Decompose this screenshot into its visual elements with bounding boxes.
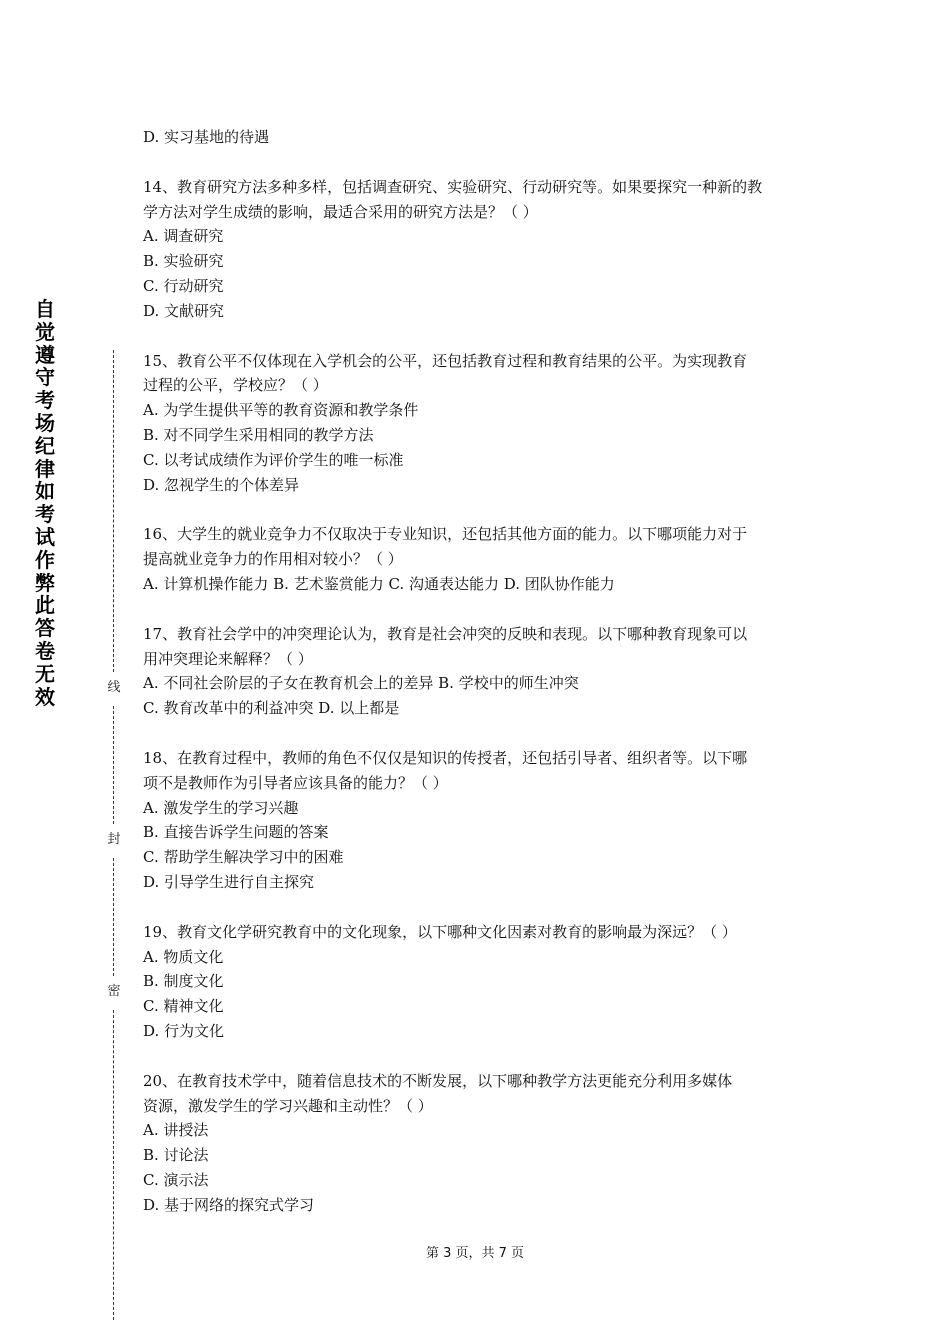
notice-char: 卷 [35,638,55,663]
notice-char: 如 [35,479,55,504]
answer-option: A. 激发学生的学习兴趣 [143,798,299,817]
notice-char: 纪 [35,433,55,458]
answer-option: C. 演示法 [143,1170,209,1189]
answer-option: A. 讲授法 [143,1121,209,1140]
question-stem-line: 用冲突理论来解释？（ ） [143,649,313,668]
answer-option: A. 计算机操作能力 B. 艺术鉴赏能力 C. 沟通表达能力 D. 团队协作能力 [143,574,615,593]
exam-discipline-notice [30,298,60,708]
question-list [143,150,811,1218]
question-stem-line: 17、教育社会学中的冲突理论认为，教育是社会冲突的反映和表现。以下哪种教育现象可以 [143,624,748,643]
answer-option: A. 物质文化 [143,947,224,966]
notice-char: 此 [35,593,55,618]
question-block [143,1069,811,1218]
binding-dash-segment [113,1010,114,1320]
answer-option: D. 基于网络的探究式学习 [143,1195,315,1214]
answer-option: D. 引导学生进行自主探究 [143,872,315,891]
binding-dash-segment [113,706,114,824]
answer-option: A. 为学生提供平等的教育资源和教学条件 [143,401,419,420]
question-spacer [143,150,811,175]
binding-label-seal: 封 [107,832,121,847]
answer-option: D. 行为文化 [143,1021,225,1040]
question-stem-line: 项不是教师作为引导者应该具备的能力？（ ） [143,773,448,792]
notice-char: 律 [35,456,55,481]
notice-char: 试 [35,524,55,549]
answer-option: C. 教育改革中的利益冲突 D. 以上都是 [143,699,400,718]
question-stem-line: 15、教育公平不仅体现在入学机会的公平，还包括教育过程和教育结果的公平。为实现教育 [143,351,748,370]
notice-char: 场 [35,410,55,435]
question-stem-line: 14、教育研究方法多种多样，包括调查研究、实验研究、行动研究等。如果要探究一种新的教 [143,177,763,196]
notice-char: 考 [35,502,55,527]
question-spacer [143,497,811,522]
notice-char: 答 [35,616,55,641]
question-spacer [143,1044,811,1069]
answer-option: A. 调查研究 [143,227,224,246]
binding-line [104,350,124,1320]
binding-label-secret: 密 [107,984,121,999]
notice-char: 觉 [35,319,55,344]
notice-char: 守 [35,365,55,390]
notice-char: 无 [35,661,55,686]
question-block [143,622,811,721]
question-block [143,522,811,596]
question-stem-line: 过程的公平，学校应？（ ） [143,376,328,395]
answer-option: C. 精神文化 [143,997,224,1016]
question-stem-line: 18、在教育过程中，教师的角色不仅仅是知识的传授者，还包括引导者、组织者等。以下哪 [143,748,748,767]
question-content [143,125,811,1217]
page-footer: 第 3 页，共 7 页 [425,1246,525,1261]
question-stem-line: 19、教育文化学研究教育中的文化现象，以下哪种文化因素对教育的影响最为深远？（ ） [143,922,737,941]
question-block [143,746,811,895]
notice-char: 效 [35,684,55,709]
question-spacer [143,895,811,920]
notice-char: 自 [35,297,55,321]
answer-option: A. 不同社会阶层的子女在教育机会上的差异 B. 学校中的师生冲突 [143,674,579,693]
notice-char: 考 [35,388,55,413]
answer-option: B. 实验研究 [143,252,224,271]
answer-option: C. 帮助学生解决学习中的困难 [143,848,344,867]
binding-dash-segment [113,350,114,672]
answer-option: B. 直接告诉学生问题的答案 [143,823,329,842]
answer-option: D. 文献研究 [143,301,225,320]
question-spacer [143,324,811,349]
question-spacer [143,597,811,622]
answer-option: B. 对不同学生采用相同的教学方法 [143,425,374,444]
question-block [143,175,811,324]
binding-label-line: 线 [107,680,121,695]
question-stem-line: 学方法对学生成绩的影响，最适合采用的研究方法是？（ ） [143,202,538,221]
notice-char: 遵 [35,342,55,367]
notice-char: 弊 [35,570,55,595]
question-stem-line: 20、在教育技术学中，随着信息技术的不断发展，以下哪种教学方法更能充分利用多媒体 [143,1071,733,1090]
answer-option: C. 行动研究 [143,276,224,295]
notice-char: 作 [35,547,55,572]
answer-option: D. 忽视学生的个体差异 [143,475,300,494]
question-stem-line: 资源，激发学生的学习兴趣和主动性？（ ） [143,1096,433,1115]
question-spacer [143,721,811,746]
question-stem-line: 16、大学生的就业竞争力不仅取决于专业知识，还包括其他方面的能力。以下哪项能力对于 [143,525,748,544]
previous-question-option: D. 实习基地的待遇 [143,128,270,146]
binding-dash-segment [113,858,114,976]
question-stem-line: 提高就业竞争力的作用相对较小？（ ） [143,550,403,569]
answer-option: B. 讨论法 [143,1146,209,1165]
answer-option: C. 以考试成绩作为评价学生的唯一标准 [143,450,404,469]
question-block [143,349,811,498]
question-block [143,920,811,1044]
answer-option: B. 制度文化 [143,972,224,991]
